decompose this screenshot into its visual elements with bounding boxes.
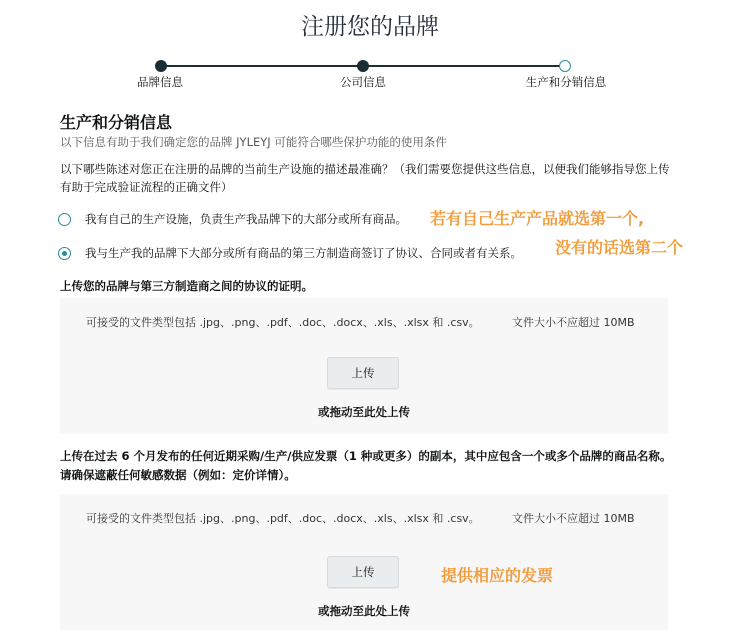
step-2-label: 公司信息 bbox=[340, 75, 386, 89]
option-third-party[interactable] bbox=[58, 245, 522, 261]
production-question: 以下哪些陈述对您正在注册的品牌的当前生产设施的描述最准确？（我们需要您提供这些信息，以便我们能够指导您上传有助于完成验证流程的正确文件） bbox=[60, 162, 670, 194]
radio-annotation-line1: 若有自己生产产品就选第一个, bbox=[430, 209, 645, 228]
section-title: 生产和分销信息 bbox=[60, 113, 173, 132]
upload-invoice-button[interactable]: 上传 bbox=[327, 556, 399, 588]
radio-annotation-line2: 没有的话选第二个 bbox=[555, 238, 684, 257]
option-own-facility-label: 我有自己的生产设施，负责生产我品牌下的大部分或所有商品。 bbox=[85, 212, 407, 226]
radio-third-party[interactable] bbox=[58, 247, 71, 260]
step-2-dot bbox=[357, 60, 369, 72]
invoice-annotation: 提供相应的发票 bbox=[441, 566, 554, 585]
upload-agreement-file-types: 可接受的文件类型包括 .jpg、.png、.pdf、.doc、.docx、.xls、.xlsx 和 .csv。 bbox=[86, 316, 480, 329]
step-3-dot bbox=[559, 60, 571, 72]
upload-agreement-dropzone[interactable] bbox=[60, 298, 668, 434]
upload-agreement-drag-text: 或拖动至此处上传 bbox=[318, 405, 410, 419]
upload-invoice-drag-text: 或拖动至此处上传 bbox=[318, 604, 410, 618]
upload-agreement-file-size: 文件大小不应超过 10MB bbox=[512, 316, 635, 329]
option-third-party-label: 我与生产我的品牌下大部分或所有商品的第三方制造商签订了协议、合同或者有关系。 bbox=[85, 246, 522, 260]
upload-invoice-file-size: 文件大小不应超过 10MB bbox=[512, 512, 635, 525]
page-title: 注册您的品牌 bbox=[301, 14, 439, 40]
section-subtitle: 以下信息有助于我们确定您的品牌 JYLEYJ 可能符合哪些保护功能的使用条件 bbox=[60, 135, 447, 149]
step-1-label: 品牌信息 bbox=[137, 75, 183, 89]
upload-invoice-label: 上传在过去 6 个月发布的任何近期采购/生产/供应发票（1 种或更多）的副本，其中应包含一个或多个品牌的商品名称。请确保遮蔽任何敏感数据（例如：定价详情）。 bbox=[60, 449, 672, 482]
option-own-facility[interactable] bbox=[58, 211, 407, 227]
radio-own-facility[interactable] bbox=[58, 213, 71, 226]
step-3-label: 生产和分销信息 bbox=[525, 75, 607, 89]
upload-agreement-button[interactable]: 上传 bbox=[327, 357, 399, 389]
upload-agreement-label: 上传您的品牌与第三方制造商之间的协议的证明。 bbox=[60, 279, 313, 293]
upload-invoice-dropzone[interactable] bbox=[60, 494, 668, 630]
step-1-dot bbox=[155, 60, 167, 72]
upload-invoice-file-types: 可接受的文件类型包括 .jpg、.png、.pdf、.doc、.docx、.xls、.xlsx 和 .csv。 bbox=[86, 512, 480, 525]
